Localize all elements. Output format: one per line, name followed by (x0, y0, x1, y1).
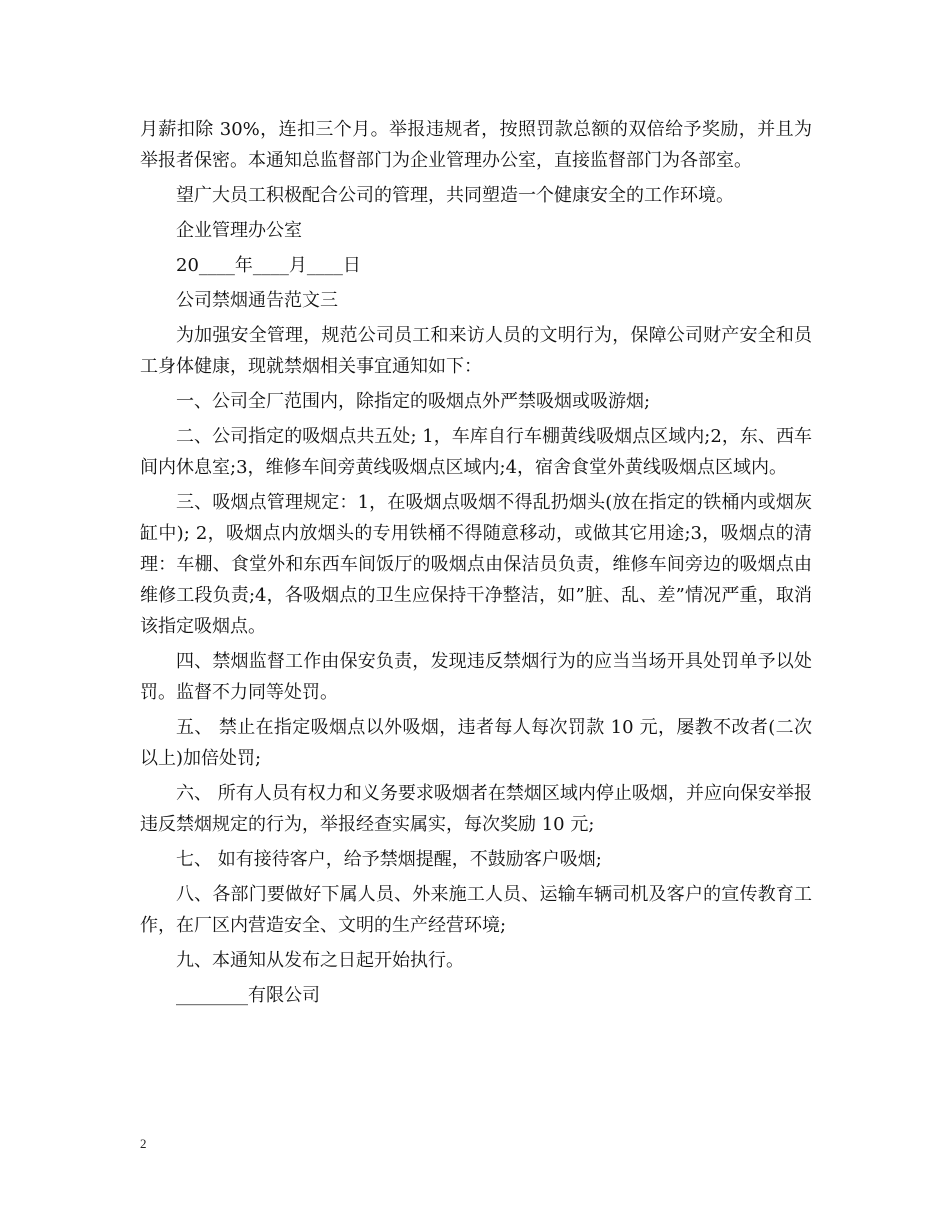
signature-office: 企业管理办公室 (176, 220, 302, 241)
rule-item-4: 四、禁烟监督工作由保安负责，发现违反禁烟行为的应当当场开具处罚单予以处罚。监督不力同等处罚。 (140, 651, 812, 703)
page-number: 2 (140, 1136, 147, 1151)
rule-item-5: 五、 禁止在指定吸烟点以外吸烟，违者每人每次罚款 10 元，屡教不改者(二次以上)加倍处罚; (140, 717, 812, 769)
paragraph-penalty-continuation: 月薪扣除 30%，连扣三个月。举报违规者，按照罚款总额的双倍给予奖励，并且为举报者保密。本通知总监督部门为企业管理办公室，直接监督部门为各部室。 (140, 119, 812, 171)
rule-item-6: 六、 所有人员有权力和义务要求吸烟者在禁烟区域内停止吸烟，并应向保安举报违反禁烟规定的行为，举报经查实属实，每次奖励 10 元; (140, 783, 812, 835)
signature-company: ________有限公司 (176, 985, 320, 1006)
section-heading: 公司禁烟通告范文三 (176, 290, 338, 311)
signature-date: 20____年____月____日 (176, 255, 361, 276)
rule-item-2: 二、公司指定的吸烟点共五处; 1，车库自行车棚黄线吸烟点区域内;2，东、西车间内休息室;3，维修车间旁黄线吸烟点区域内;4，宿舍食堂外黄线吸烟点区域内。 (140, 426, 812, 478)
rule-item-8: 八、各部门要做好下属人员、外来施工人员、运输车辆司机及客户的宣传教育工作，在厂区内营造安全、文明的生产经营环境; (140, 884, 812, 936)
rule-item-9: 九、本通知从发布之日起开始执行。 (176, 950, 464, 971)
rule-item-3: 三、吸烟点管理规定：1，在吸烟点吸烟不得乱扔烟头(放在指定的铁桶内或烟灰缸中); 2，吸烟点内放烟头的专用铁桶不得随意移动，或做其它用途;3，吸烟点的清理：车棚、食堂外和东西车间饭厅的吸烟点由保洁员负责，维修车间旁边的吸烟点由维修工段负责;4，各吸烟点的卫生应保持干净整洁，如”脏、乱、差”情况严重，取消该指定吸烟点。 (140, 492, 812, 637)
rule-item-1: 一、公司全厂范围内，除指定的吸烟点外严禁吸烟或吸游烟; (176, 391, 651, 412)
paragraph-intro: 为加强安全管理，规范公司员工和来访人员的文明行为，保障公司财产安全和员工身体健康，现就禁烟相关事宜通知如下： (140, 325, 812, 377)
paragraph-closing-appeal: 望广大员工积极配合公司的管理，共同塑造一个健康安全的工作环境。 (176, 185, 734, 206)
rule-item-7: 七、 如有接待客户，给予禁烟提醒，不鼓励客户吸烟; (176, 849, 602, 870)
document-body (140, 114, 812, 1015)
